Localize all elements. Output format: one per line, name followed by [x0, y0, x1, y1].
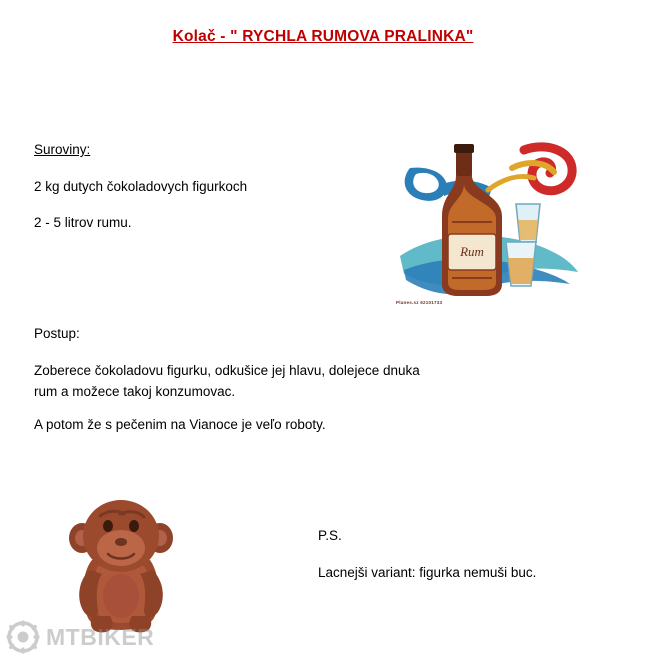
- ingredient-item: 2 - 5 litrov rumu.: [34, 215, 132, 230]
- watermark: [6, 620, 154, 654]
- bottle-label-text: Rum: [460, 244, 484, 259]
- method-heading: Postup:: [34, 326, 80, 341]
- gear-icon: [6, 620, 40, 654]
- ingredients-heading: Suroviny:: [34, 142, 91, 157]
- ps-text: Lacnejši variant: figurka nemuši buc.: [318, 565, 537, 580]
- rum-bottle-clipart: [392, 138, 582, 313]
- method-paragraph: Zoberece čokoladovu figurku, odkušice jej hlavu, dolejece dnuka rum a možece takoj konzumovac.: [34, 363, 420, 399]
- page-title: Kolač - " RYCHLA RUMOVA PRALINKA": [172, 28, 474, 45]
- chocolate-monkey-figure: [58, 492, 188, 637]
- ingredient-item: 2 kg dutych čokoladovych figurkoch: [34, 179, 248, 194]
- note-paragraph: A potom že s pečenim na Vianoce je veľo roboty.: [34, 417, 326, 432]
- clipart-caption: Planes.sz 62101733: [396, 300, 443, 305]
- watermark-text: MTBIKER: [46, 623, 155, 650]
- ps-label: P.S.: [318, 528, 342, 543]
